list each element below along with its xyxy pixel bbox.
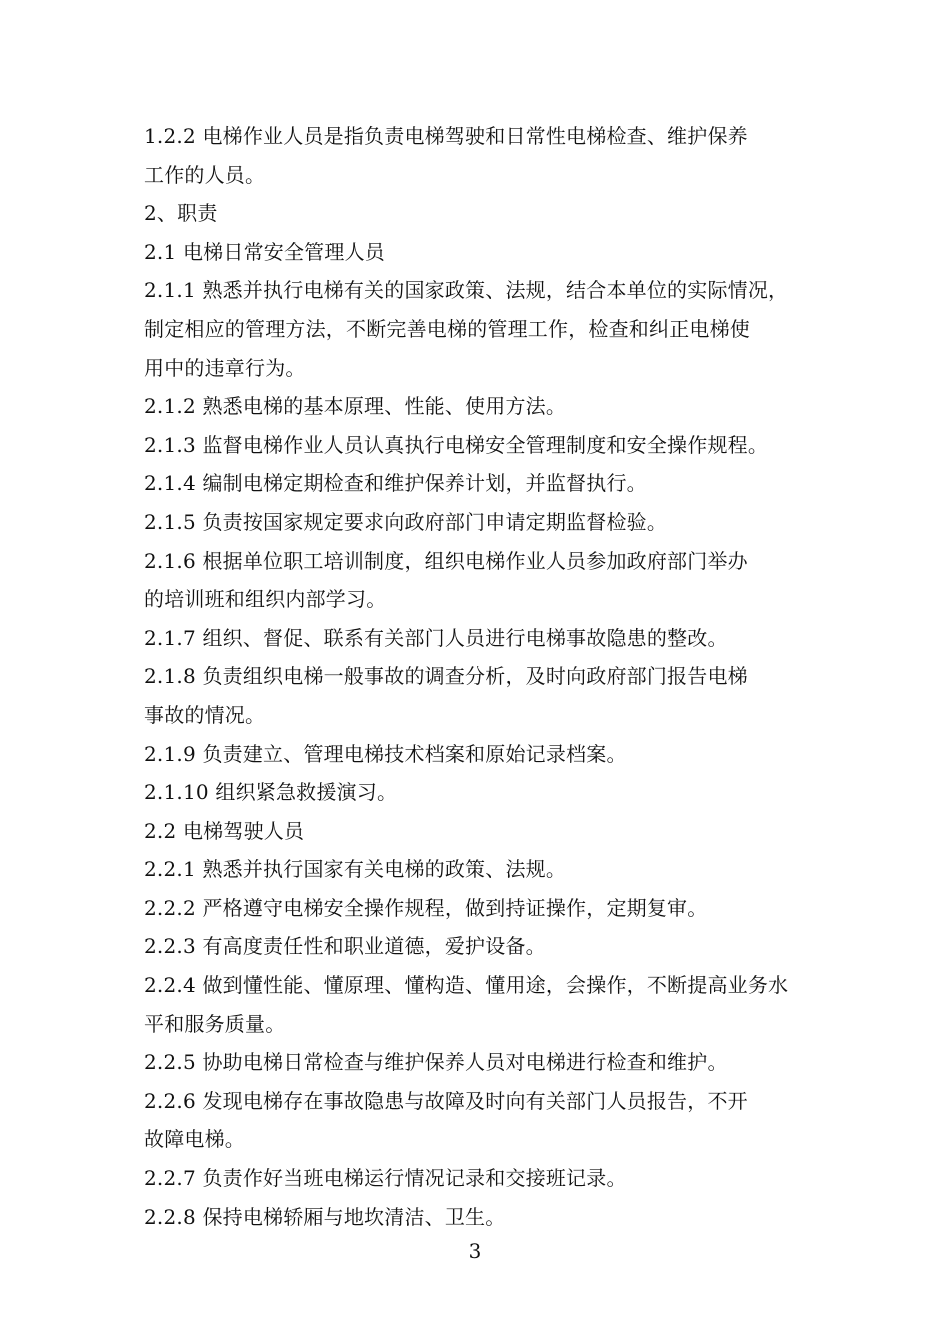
- text-line: 2.1.3 监督电梯作业人员认真执行电梯安全管理制度和安全操作规程。: [144, 432, 769, 457]
- text-line: 事故的情况。: [144, 702, 266, 727]
- text-line: 2.2.5 协助电梯日常检查与维护保养人员对电梯进行检查和维护。: [144, 1050, 728, 1075]
- text-line: 2.1.9 负责建立、管理电梯技术档案和原始记录档案。: [144, 741, 627, 766]
- text-line: 2.2.1 熟悉并执行国家有关电梯的政策、法规。: [144, 857, 567, 882]
- text-line: 用中的违章行为。: [144, 355, 306, 380]
- text-line: 2.1.10 组织紧急救援演习。: [144, 780, 398, 805]
- text-line: 工作的人员。: [144, 162, 266, 187]
- document-body: [144, 117, 814, 1236]
- section-heading: 2、职责: [144, 201, 218, 226]
- text-line: 2.1.7 组织、督促、联系有关部门人员进行电梯事故隐患的整改。: [144, 625, 728, 650]
- text-line: 2.1.6 根据单位职工培训制度，组织电梯作业人员参加政府部门举办: [144, 548, 748, 573]
- text-line: 制定相应的管理方法，不断完善电梯的管理工作，检查和纠正电梯使: [144, 316, 750, 341]
- text-line: 2.1.5 负责按国家规定要求向政府部门申请定期监督检验。: [144, 509, 668, 534]
- text-line: 平和服务质量。: [144, 1011, 286, 1036]
- text-line: 2.2.6 发现电梯存在事故隐患与故障及时向有关部门人员报告，不开: [144, 1088, 748, 1113]
- text-line: 的培训班和组织内部学习。: [144, 587, 387, 612]
- page-number: 3: [468, 1239, 482, 1263]
- text-line: 1.2.2 电梯作业人员是指负责电梯驾驶和日常性电梯检查、维护保养: [144, 124, 748, 148]
- text-line: 2.1.1 熟悉并执行电梯有关的国家政策、法规，结合本单位的实际情况，: [144, 278, 789, 303]
- text-line: 故障电梯。: [144, 1127, 245, 1152]
- text-line: 2.1.4 编制电梯定期检查和维护保养计划，并监督执行。: [144, 471, 647, 496]
- text-line: 2.2.8 保持电梯轿厢与地坎清洁、卫生。: [144, 1204, 506, 1229]
- text-line: 2.2.2 严格遵守电梯安全操作规程，做到持证操作，定期复审。: [144, 895, 708, 920]
- subsection-heading: 2.2 电梯驾驶人员: [144, 818, 305, 843]
- text-line: 2.1.8 负责组织电梯一般事故的调查分析，及时向政府部门报告电梯: [144, 664, 748, 689]
- text-line: 2.2.7 负责作好当班电梯运行情况记录和交接班记录。: [144, 1166, 627, 1191]
- subsection-heading: 2.1 电梯日常安全管理人员: [144, 239, 385, 264]
- text-line: 2.1.2 熟悉电梯的基本原理、性能、使用方法。: [144, 394, 567, 419]
- text-line: 2.2.4 做到懂性能、懂原理、懂构造、懂用途，会操作，不断提高业务水: [144, 973, 789, 998]
- text-line: 2.2.3 有高度责任性和职业道德，爱护设备。: [144, 934, 546, 959]
